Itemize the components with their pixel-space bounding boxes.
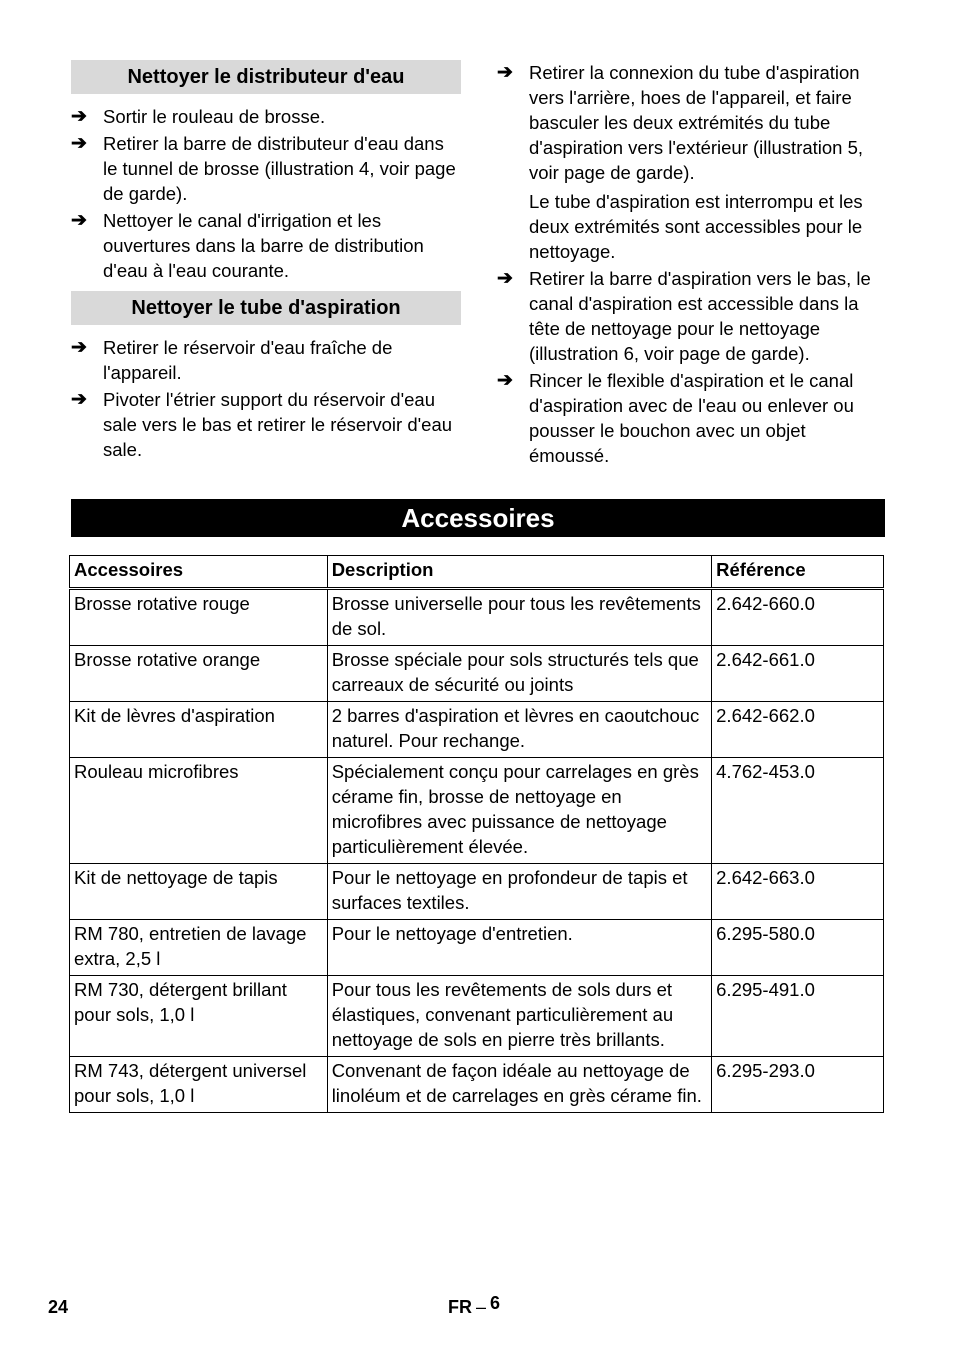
arrow-right-icon: ➔ — [71, 210, 87, 231]
accessory-reference: 2.642-660.0 — [712, 589, 884, 646]
step-list-right — [497, 60, 887, 468]
table-row — [70, 864, 884, 920]
accessory-name: RM 730, détergent brillant pour sols, 1,0 l — [70, 976, 328, 1057]
table-row — [70, 758, 884, 864]
arrow-right-icon: ➔ — [71, 337, 87, 358]
step-item: ➔ Pivoter l'étrier support du réservoir d'eau sale vers le bas et retirer le réservoir d'eau sale. — [71, 389, 453, 460]
accessory-description: Convenant de façon idéale au nettoyage de linoléum et de carrelages en grès cérame fin. — [327, 1057, 711, 1113]
table-header-row — [70, 556, 884, 589]
step-item: ➔ Nettoyer le canal d'irrigation et les ouvertures dans la barre de distribution d'eau à l'eau courante. — [71, 210, 424, 281]
accessory-name: RM 743, détergent universel pour sols, 1,0 l — [70, 1057, 328, 1113]
accessory-description: Brosse universelle pour tous les revêtements de sol. — [327, 589, 711, 646]
step-item: ➔ Sortir le rouleau de brosse. — [71, 106, 326, 127]
accessory-reference: 6.295-491.0 — [712, 976, 884, 1057]
accessory-name: RM 780, entretien de lavage extra, 2,5 l — [70, 920, 328, 976]
accessories-banner: Accessoires — [71, 499, 885, 537]
step-list-distributeur — [71, 104, 461, 283]
table-row — [70, 976, 884, 1057]
step-item: ➔ Retirer le réservoir d'eau fraîche de l'appareil. — [71, 337, 393, 383]
accessory-reference: 2.642-663.0 — [712, 864, 884, 920]
accessory-name: Kit de lèvres d'aspiration — [70, 702, 328, 758]
accessory-reference: 2.642-662.0 — [712, 702, 884, 758]
language-page-label — [448, 1293, 501, 1318]
left-column — [71, 60, 461, 464]
table-row — [70, 589, 884, 646]
accessory-reference: 4.762-453.0 — [712, 758, 884, 864]
table-row — [70, 920, 884, 976]
step-item: ➔ Retirer la connexion du tube d'aspiration vers l'arrière, hoes de l'appareil, et faire basculer les deux extrémités du tube d'aspiration vers l'extérieur (illustration 5, voir page de garde). Le tube d'aspiration est interrompu et les deux extrémités sont accessibles pour le nettoyage. — [497, 60, 887, 264]
accessory-reference: 6.295-580.0 — [712, 920, 884, 976]
table-row — [70, 702, 884, 758]
accessory-name: Brosse rotative rouge — [70, 589, 328, 646]
accessory-reference: 6.295-293.0 — [712, 1057, 884, 1113]
arrow-right-icon: ➔ — [71, 133, 87, 154]
accessory-name: Rouleau microfibres — [70, 758, 328, 864]
accessory-description: 2 barres d'aspiration et lèvres en caoutchouc naturel. Pour rechange. — [327, 702, 711, 758]
dash-separator: – — [476, 1297, 487, 1317]
arrow-right-icon: ➔ — [497, 268, 513, 289]
table-row — [70, 1057, 884, 1113]
column-header: Référence — [712, 556, 884, 589]
page-number: 24 — [48, 1297, 69, 1317]
section-heading-distributeur: Nettoyer le distributeur d'eau — [71, 60, 461, 94]
section-heading-tube-aspiration: Nettoyer le tube d'aspiration — [71, 291, 461, 325]
accessory-description: Pour le nettoyage en profondeur de tapis et surfaces textiles. — [327, 864, 711, 920]
table-row — [70, 646, 884, 702]
accessory-description: Pour le nettoyage d'entretien. — [327, 920, 711, 976]
arrow-right-icon: ➔ — [497, 62, 513, 83]
accessory-name: Kit de nettoyage de tapis — [70, 864, 328, 920]
accessory-name: Brosse rotative orange — [70, 646, 328, 702]
column-header: Description — [327, 556, 711, 589]
right-column — [497, 60, 887, 470]
accessory-reference: 2.642-661.0 — [712, 646, 884, 702]
step-item: ➔ Retirer la barre de distributeur d'eau dans le tunnel de brosse (illustration 4, voir page de garde). — [71, 133, 456, 204]
arrow-right-icon: ➔ — [71, 106, 87, 127]
step-item: ➔ Rincer le flexible d'aspiration et le canal d'aspiration avec de l'eau ou enlever ou pousser le bouchon avec un objet émoussé. — [497, 370, 854, 466]
arrow-right-icon: ➔ — [497, 370, 513, 391]
accessory-description: Spécialement conçu pour carrelages en grès cérame fin, brosse de nettoyage en microfibres avec puissance de nettoyage particulièrement élevée. — [327, 758, 711, 864]
step-list-tube-aspiration — [71, 335, 461, 462]
step-note: Le tube d'aspiration est interrompu et les deux extrémités sont accessibles pour le nettoyage. — [529, 191, 863, 262]
sub-page-number: 6 — [490, 1293, 501, 1313]
language-code: FR — [448, 1297, 472, 1317]
accessory-description: Brosse spéciale pour sols structurés tels que carreaux de sécurité ou joints — [327, 646, 711, 702]
accessories-table — [69, 555, 884, 1113]
column-header: Accessoires — [70, 556, 328, 589]
step-item: ➔ Retirer la barre d'aspiration vers le bas, le canal d'aspiration est accessible dans la tête de nettoyage pour le nettoyage (illustration 6, voir page de garde). — [497, 268, 871, 364]
accessory-description: Pour tous les revêtements de sols durs et élastiques, convenant particulièrement au nettoyage de sols en pierre très brillants. — [327, 976, 711, 1057]
arrow-right-icon: ➔ — [71, 389, 87, 410]
